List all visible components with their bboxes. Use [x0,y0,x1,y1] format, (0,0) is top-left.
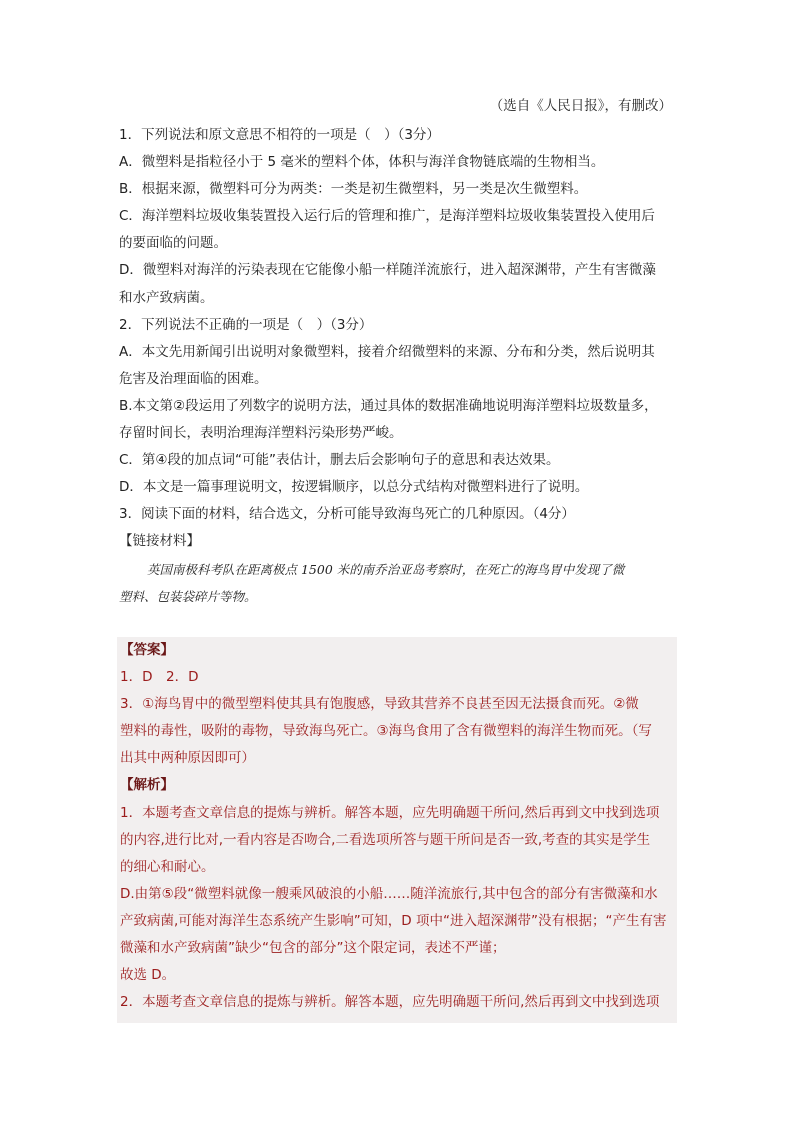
material-heading: 【链接材料】 [119,533,200,550]
analysis-heading: 【解析】 [120,777,174,794]
answer-q3-line-3: 出其中两种原因即可） [120,750,255,767]
question-1-option-d-line2: 和水产致病菌。 [119,289,214,306]
question-2-option-d: D．本文是一篇事理说明文，按逻辑顺序，以总分式结构对微塑料进行了说明。 [119,479,589,496]
question-2-option-a-line2: 危害及治理面临的困难。 [119,370,268,387]
question-2-option-b-line2: 存留时间长，表明治理海洋塑料污染形势严峻。 [119,425,403,442]
question-1-option-b: B．根据来源，微塑料可分为两类：一类是初生微塑料，另一类是次生微塑料。 [119,181,588,198]
analysis-p3: 故选 D。 [120,967,176,984]
questions-section [119,122,675,610]
question-1-option-c-line1: C．海洋塑料垃圾收集装置投入运行后的管理和推广，是海洋塑料垃圾收集装置投入使用后 [119,208,655,225]
question-1-stem: 1．下列说法和原文意思不相符的一项是（ ）（3分） [119,127,440,143]
question-2-option-c: C．第④段的加点词“可能”表估计，删去后会影响句子的意思和表达效果。 [119,452,560,469]
answer-line-1: 1．D 2．D [120,669,199,686]
material-line-1: 英国南极科考队在距离极点 1500 米的南乔治亚岛考察时，在死亡的海鸟胃中发现了微 [147,561,625,577]
question-1-option-c-line2: 的要面临的问题。 [119,235,227,252]
analysis-p1-line-3: 的细心和耐心。 [120,858,215,875]
answer-q3-line-2: 塑料的毒性，吸附的毒物，导致海鸟死亡。③海鸟食用了含有微塑料的海洋生物而死。（写 [120,723,652,740]
answer-content [120,637,676,1016]
material-line-2: 塑料、包装袋碎片等物。 [119,588,257,604]
answer-heading: 【答案】 [120,642,174,658]
question-1-option-a: A．微塑料是指粒径小于 5 毫米的塑料个体，体积与海洋食物链底端的生物相当。 [119,154,605,171]
source-attribution: （选自《人民日报》，有删改） [489,98,672,114]
analysis-p2-line-3: 微藻和水产致病菌”缺少“包含的部分”这个限定词，表述不严谨； [120,940,506,957]
analysis-p1-line-2: 的内容,进行比对,一看内容是否吻合,二看选项所答与题干所问是否一致,考查的其实是学生 [120,831,651,848]
analysis-p2-line-1: D.由第⑤段“微塑料就像一艘乘风破浪的小船……随洋流旅行,其中包含的部分有害微藻和水 [120,885,658,902]
answer-analysis-box [117,637,677,1023]
question-2-option-a-line1: A．本文先用新闻引出说明对象微塑料，接着介绍微塑料的来源、分布和分类，然后说明其 [119,343,655,360]
analysis-p1-line-1: 1．本题考查文章信息的提炼与辨析。解答本题，应先明确题干所问,然后再到文中找到选项 [120,804,660,821]
question-2-option-b-line1: B.本文第②段运用了列数字的说明方法，通过具体的数据准确地说明海洋塑料垃圾数量多， [119,397,658,414]
question-3-stem: 3．阅读下面的材料，结合选文，分析可能导致海鸟死亡的几种原因。（4分） [119,506,575,523]
analysis-p4-line-1: 2．本题考查文章信息的提炼与辨析。解答本题，应先明确题干所问,然后再到文中找到选项 [120,994,660,1011]
question-1-option-d-line1: D．微塑料对海洋的污染表现在它能像小船一样随洋流旅行，进入超深渊带，产生有害微藻 [119,262,656,279]
analysis-p2-line-2: 产致病菌,可能对海洋生态系统产生影响”可知，D 项中“进入超深渊带”没有根据；“产生有害 [120,912,667,929]
answer-q3-line-1: 3．①海鸟胃中的微型塑料使其具有饱腹感，导致其营养不良甚至因无法摄食而死。②微 [120,696,639,713]
question-2-stem: 2．下列说法不正确的一项是（ ）（3分） [119,316,373,333]
